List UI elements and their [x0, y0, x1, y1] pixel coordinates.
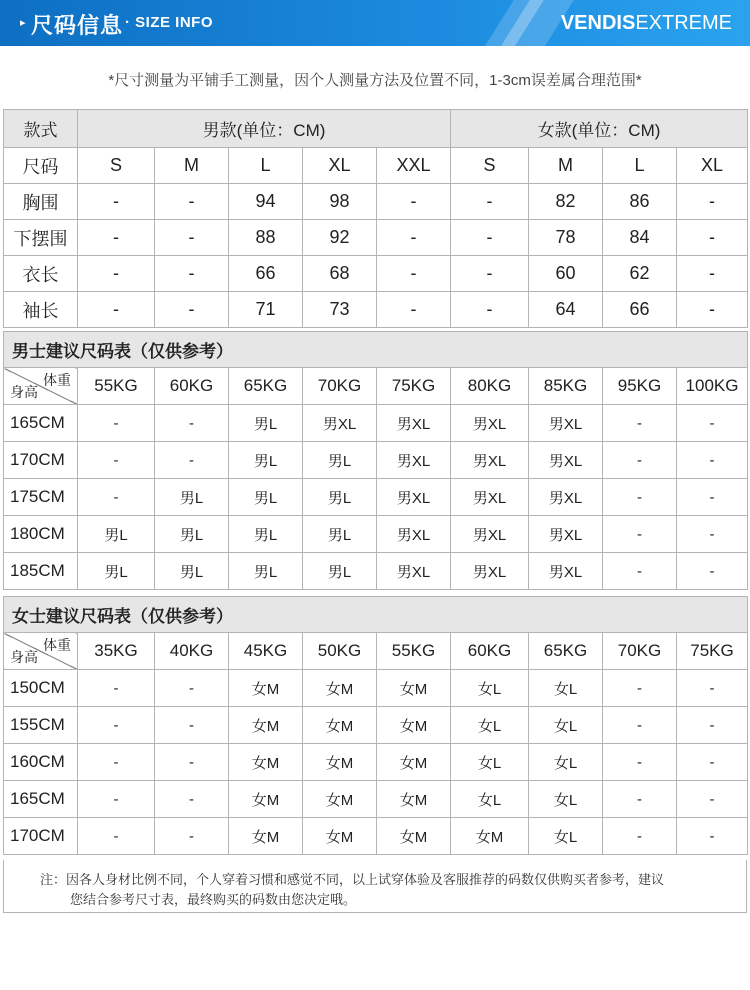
women-rec-size-cell: 女L	[451, 781, 529, 818]
men-rec-size-cell: 男L	[78, 553, 155, 590]
women-rec-size-cell: 女L	[529, 781, 603, 818]
men-rec-size-cell: 男L	[229, 553, 303, 590]
women-rec-weight-cell: 75KG	[677, 633, 748, 670]
measurement-label: 下摆围	[4, 220, 78, 256]
women-rec-title: 女士建议尺码表（仅供参考）	[4, 597, 748, 633]
women-rec-size-cell: -	[155, 818, 229, 855]
men-rec-size-cell: -	[155, 442, 229, 479]
men-rec-table-row	[4, 442, 748, 479]
men-rec-size-cell: 男XL	[529, 553, 603, 590]
measurement-value: 88	[229, 220, 303, 256]
women-rec-size-cell: -	[677, 781, 748, 818]
men-rec-weight-cell: 80KG	[451, 368, 529, 405]
women-size-header: 女款(单位：CM)	[451, 110, 748, 148]
women-rec-weight-cell: 35KG	[78, 633, 155, 670]
measurement-value: 78	[529, 220, 603, 256]
women-rec-size-cell: -	[603, 818, 677, 855]
men-rec-height-cell: 170CM	[4, 442, 78, 479]
page-title: 尺码信息	[31, 13, 124, 38]
women-rec-size-cell: 女M	[229, 707, 303, 744]
measurement-notice: *尺寸测量为平铺手工测量，因个人测量方法及位置不同，1-3cm误差属合理范围*	[108, 72, 642, 89]
measurement-value: 73	[303, 292, 377, 328]
men-rec-size-cell: 男L	[229, 442, 303, 479]
measurement-value: -	[677, 256, 748, 292]
men-rec-weight-cell: 100KG	[677, 368, 748, 405]
women-rec-table-row	[4, 707, 748, 744]
men-rec-weight-cell: 95KG	[603, 368, 677, 405]
measurement-row	[4, 220, 748, 256]
triangle-icon: ▸	[20, 17, 26, 29]
women-rec-size-cell: -	[78, 818, 155, 855]
women-rec-size-cell: 女L	[529, 744, 603, 781]
women-rec-size-cell: 女L	[529, 707, 603, 744]
men-rec-size-cell: 男XL	[529, 479, 603, 516]
size-cell: XL	[303, 148, 377, 184]
men-rec-size-cell: -	[155, 405, 229, 442]
women-rec-size-cell: -	[78, 781, 155, 818]
women-rec-weight-row	[4, 633, 748, 670]
measurement-value: -	[451, 256, 529, 292]
men-size-header: 男款(单位：CM)	[78, 110, 451, 148]
women-rec-size-cell: 女L	[451, 707, 529, 744]
men-rec-size-cell: 男L	[303, 479, 377, 516]
measurement-value: 68	[303, 256, 377, 292]
women-rec-size-cell: -	[603, 781, 677, 818]
men-rec-size-cell: -	[603, 553, 677, 590]
men-rec-size-cell: 男XL	[377, 479, 451, 516]
women-rec-title-row	[4, 597, 748, 633]
measurement-label: 胸围	[4, 184, 78, 220]
men-rec-size-cell: 男L	[229, 516, 303, 553]
measurement-value: 86	[603, 184, 677, 220]
men-rec-size-cell: -	[677, 405, 748, 442]
men-rec-size-cell: 男L	[303, 516, 377, 553]
men-rec-size-cell: 男L	[155, 479, 229, 516]
men-rec-table-row	[4, 405, 748, 442]
women-rec-size-cell: -	[677, 818, 748, 855]
measurement-value: 64	[529, 292, 603, 328]
women-rec-weight-label: 体重	[43, 637, 71, 653]
women-rec-size-cell: 女M	[451, 818, 529, 855]
women-rec-size-cell: -	[78, 707, 155, 744]
measurement-value: -	[451, 184, 529, 220]
brand-logo-regular: EXTREME	[635, 12, 732, 34]
measurement-row	[4, 292, 748, 328]
women-rec-size-cell: 女M	[229, 744, 303, 781]
men-rec-table-row	[4, 516, 748, 553]
men-rec-height-label: 身高	[10, 384, 38, 400]
women-rec-size-cell: -	[603, 707, 677, 744]
women-rec-size-cell: -	[155, 670, 229, 707]
men-rec-size-cell: 男XL	[377, 553, 451, 590]
measurement-value: 60	[529, 256, 603, 292]
women-rec-size-cell: -	[78, 670, 155, 707]
measurement-row	[4, 184, 748, 220]
women-rec-size-cell: 女L	[529, 670, 603, 707]
women-rec-weight-cell: 45KG	[229, 633, 303, 670]
measurement-value: -	[677, 184, 748, 220]
size-cell: S	[451, 148, 529, 184]
women-rec-size-cell: 女M	[303, 670, 377, 707]
women-rec-height-cell: 170CM	[4, 818, 78, 855]
measurement-label: 袖长	[4, 292, 78, 328]
women-rec-weight-cell: 55KG	[377, 633, 451, 670]
women-rec-size-cell: -	[603, 744, 677, 781]
women-rec-size-cell: 女M	[377, 707, 451, 744]
women-rec-size-cell: -	[78, 744, 155, 781]
measurement-value: 66	[229, 256, 303, 292]
men-rec-title-row	[4, 332, 748, 368]
measurement-value: -	[377, 256, 451, 292]
women-rec-size-cell: -	[677, 744, 748, 781]
men-rec-size-cell: 男XL	[451, 405, 529, 442]
women-rec-weight-cell: 70KG	[603, 633, 677, 670]
men-rec-size-cell: 男L	[229, 405, 303, 442]
women-recommend-table	[3, 596, 748, 855]
measurement-value: 94	[229, 184, 303, 220]
men-rec-height-cell: 165CM	[4, 405, 78, 442]
measurement-value: 82	[529, 184, 603, 220]
measurement-value: -	[155, 184, 229, 220]
women-rec-table-row	[4, 781, 748, 818]
size-cell: XXL	[377, 148, 451, 184]
footer-note-line1: 注：因各人身材比例不同，个人穿着习惯和感觉不同，以上试穿体验及客服推荐的码数仅供购买者参考，建议	[40, 872, 665, 887]
women-rec-table-row	[4, 670, 748, 707]
men-rec-height-cell: 180CM	[4, 516, 78, 553]
women-rec-size-cell: 女M	[229, 818, 303, 855]
measurement-value: -	[155, 220, 229, 256]
measurement-value: -	[78, 220, 155, 256]
measurement-value: 92	[303, 220, 377, 256]
style-label: 款式	[4, 110, 78, 148]
size-row	[4, 148, 748, 184]
men-rec-title: 男士建议尺码表（仅供参考）	[4, 332, 748, 368]
men-rec-size-cell: 男XL	[451, 553, 529, 590]
footer-note-line2: 您结合参考尺寸表，最终购买的码数由您决定哦。	[70, 892, 357, 907]
men-rec-size-cell: -	[677, 442, 748, 479]
size-table	[3, 109, 748, 328]
women-rec-height-cell: 165CM	[4, 781, 78, 818]
measurement-row	[4, 256, 748, 292]
size-label: 尺码	[4, 148, 78, 184]
measurement-value: -	[155, 256, 229, 292]
size-cell: M	[529, 148, 603, 184]
measurement-value: -	[377, 184, 451, 220]
measurement-value: 84	[603, 220, 677, 256]
men-rec-size-cell: -	[677, 553, 748, 590]
women-rec-size-cell: 女L	[451, 744, 529, 781]
men-rec-size-cell: 男XL	[451, 516, 529, 553]
women-rec-size-cell: 女L	[529, 818, 603, 855]
women-rec-size-cell: -	[155, 707, 229, 744]
men-rec-size-cell: 男L	[303, 442, 377, 479]
women-rec-weight-cell: 40KG	[155, 633, 229, 670]
measurement-value: -	[451, 220, 529, 256]
women-rec-size-cell: 女M	[377, 818, 451, 855]
women-rec-weight-cell: 65KG	[529, 633, 603, 670]
page-subtitle: · SIZE INFO	[125, 14, 213, 31]
size-cell: XL	[677, 148, 748, 184]
men-rec-size-cell: 男L	[155, 516, 229, 553]
women-rec-weight-cell: 60KG	[451, 633, 529, 670]
men-rec-table-row	[4, 553, 748, 590]
men-rec-size-cell: 男XL	[451, 442, 529, 479]
men-rec-size-cell: -	[603, 405, 677, 442]
women-rec-size-cell: -	[155, 781, 229, 818]
men-rec-size-cell: 男XL	[529, 405, 603, 442]
measurement-value: 66	[603, 292, 677, 328]
measurement-value: -	[78, 292, 155, 328]
men-rec-size-cell: 男XL	[529, 516, 603, 553]
measurement-value: 98	[303, 184, 377, 220]
measurement-value: -	[377, 292, 451, 328]
women-rec-size-cell: 女M	[377, 670, 451, 707]
footer-note	[3, 860, 747, 913]
women-rec-size-cell: 女M	[303, 707, 377, 744]
men-rec-size-cell: 男XL	[451, 479, 529, 516]
men-rec-size-cell: -	[603, 479, 677, 516]
women-rec-height-cell: 150CM	[4, 670, 78, 707]
measurement-value: -	[677, 292, 748, 328]
measurement-label: 衣长	[4, 256, 78, 292]
women-rec-size-cell: 女M	[303, 744, 377, 781]
men-rec-weight-label: 体重	[43, 372, 71, 388]
men-rec-weight-cell: 60KG	[155, 368, 229, 405]
women-rec-size-cell: 女M	[377, 781, 451, 818]
women-rec-size-cell: -	[677, 707, 748, 744]
men-rec-size-cell: -	[78, 479, 155, 516]
measurement-value: 62	[603, 256, 677, 292]
women-rec-height-cell: 160CM	[4, 744, 78, 781]
men-rec-weight-cell: 85KG	[529, 368, 603, 405]
size-cell: S	[78, 148, 155, 184]
measurement-value: -	[377, 220, 451, 256]
men-rec-size-cell: 男L	[229, 479, 303, 516]
men-rec-weight-cell: 75KG	[377, 368, 451, 405]
men-rec-corner-cell	[4, 368, 78, 405]
header-banner	[0, 0, 750, 46]
women-rec-weight-cell: 50KG	[303, 633, 377, 670]
women-rec-table-row	[4, 818, 748, 855]
men-rec-size-cell: -	[603, 442, 677, 479]
women-rec-size-cell: 女M	[377, 744, 451, 781]
measurement-value: -	[451, 292, 529, 328]
measurement-value: -	[155, 292, 229, 328]
men-rec-height-cell: 185CM	[4, 553, 78, 590]
men-rec-weight-cell: 65KG	[229, 368, 303, 405]
men-rec-table-row	[4, 479, 748, 516]
women-rec-size-cell: 女M	[303, 781, 377, 818]
men-rec-weight-cell: 55KG	[78, 368, 155, 405]
brand-logo	[561, 12, 732, 35]
men-rec-size-cell: 男L	[78, 516, 155, 553]
men-rec-size-cell: -	[677, 516, 748, 553]
size-cell: L	[603, 148, 677, 184]
women-rec-height-cell: 155CM	[4, 707, 78, 744]
women-rec-table-row	[4, 744, 748, 781]
women-rec-corner-cell	[4, 633, 78, 670]
men-rec-size-cell: -	[677, 479, 748, 516]
size-table-header-row	[4, 110, 748, 148]
measurement-value: 71	[229, 292, 303, 328]
men-rec-size-cell: -	[78, 405, 155, 442]
men-rec-weight-row	[4, 368, 748, 405]
women-rec-size-cell: -	[603, 670, 677, 707]
men-rec-size-cell: 男XL	[377, 442, 451, 479]
measurement-value: -	[677, 220, 748, 256]
brand-logo-bold: VENDIS	[560, 12, 636, 34]
men-recommend-table	[3, 331, 748, 590]
women-rec-size-cell: -	[155, 744, 229, 781]
size-cell: L	[229, 148, 303, 184]
measurement-value: -	[78, 256, 155, 292]
men-rec-size-cell: 男XL	[529, 442, 603, 479]
men-rec-size-cell: 男XL	[303, 405, 377, 442]
women-rec-size-cell: 女M	[303, 818, 377, 855]
women-rec-size-cell: -	[677, 670, 748, 707]
women-rec-height-label: 身高	[10, 649, 38, 665]
men-rec-size-cell: 男XL	[377, 516, 451, 553]
men-rec-size-cell: -	[603, 516, 677, 553]
men-rec-size-cell: 男L	[303, 553, 377, 590]
women-rec-size-cell: 女L	[451, 670, 529, 707]
measurement-value: -	[78, 184, 155, 220]
women-rec-size-cell: 女M	[229, 781, 303, 818]
men-rec-size-cell: 男XL	[377, 405, 451, 442]
size-cell: M	[155, 148, 229, 184]
men-rec-size-cell: -	[78, 442, 155, 479]
men-rec-weight-cell: 70KG	[303, 368, 377, 405]
men-rec-size-cell: 男L	[155, 553, 229, 590]
men-rec-height-cell: 175CM	[4, 479, 78, 516]
women-rec-size-cell: 女M	[229, 670, 303, 707]
